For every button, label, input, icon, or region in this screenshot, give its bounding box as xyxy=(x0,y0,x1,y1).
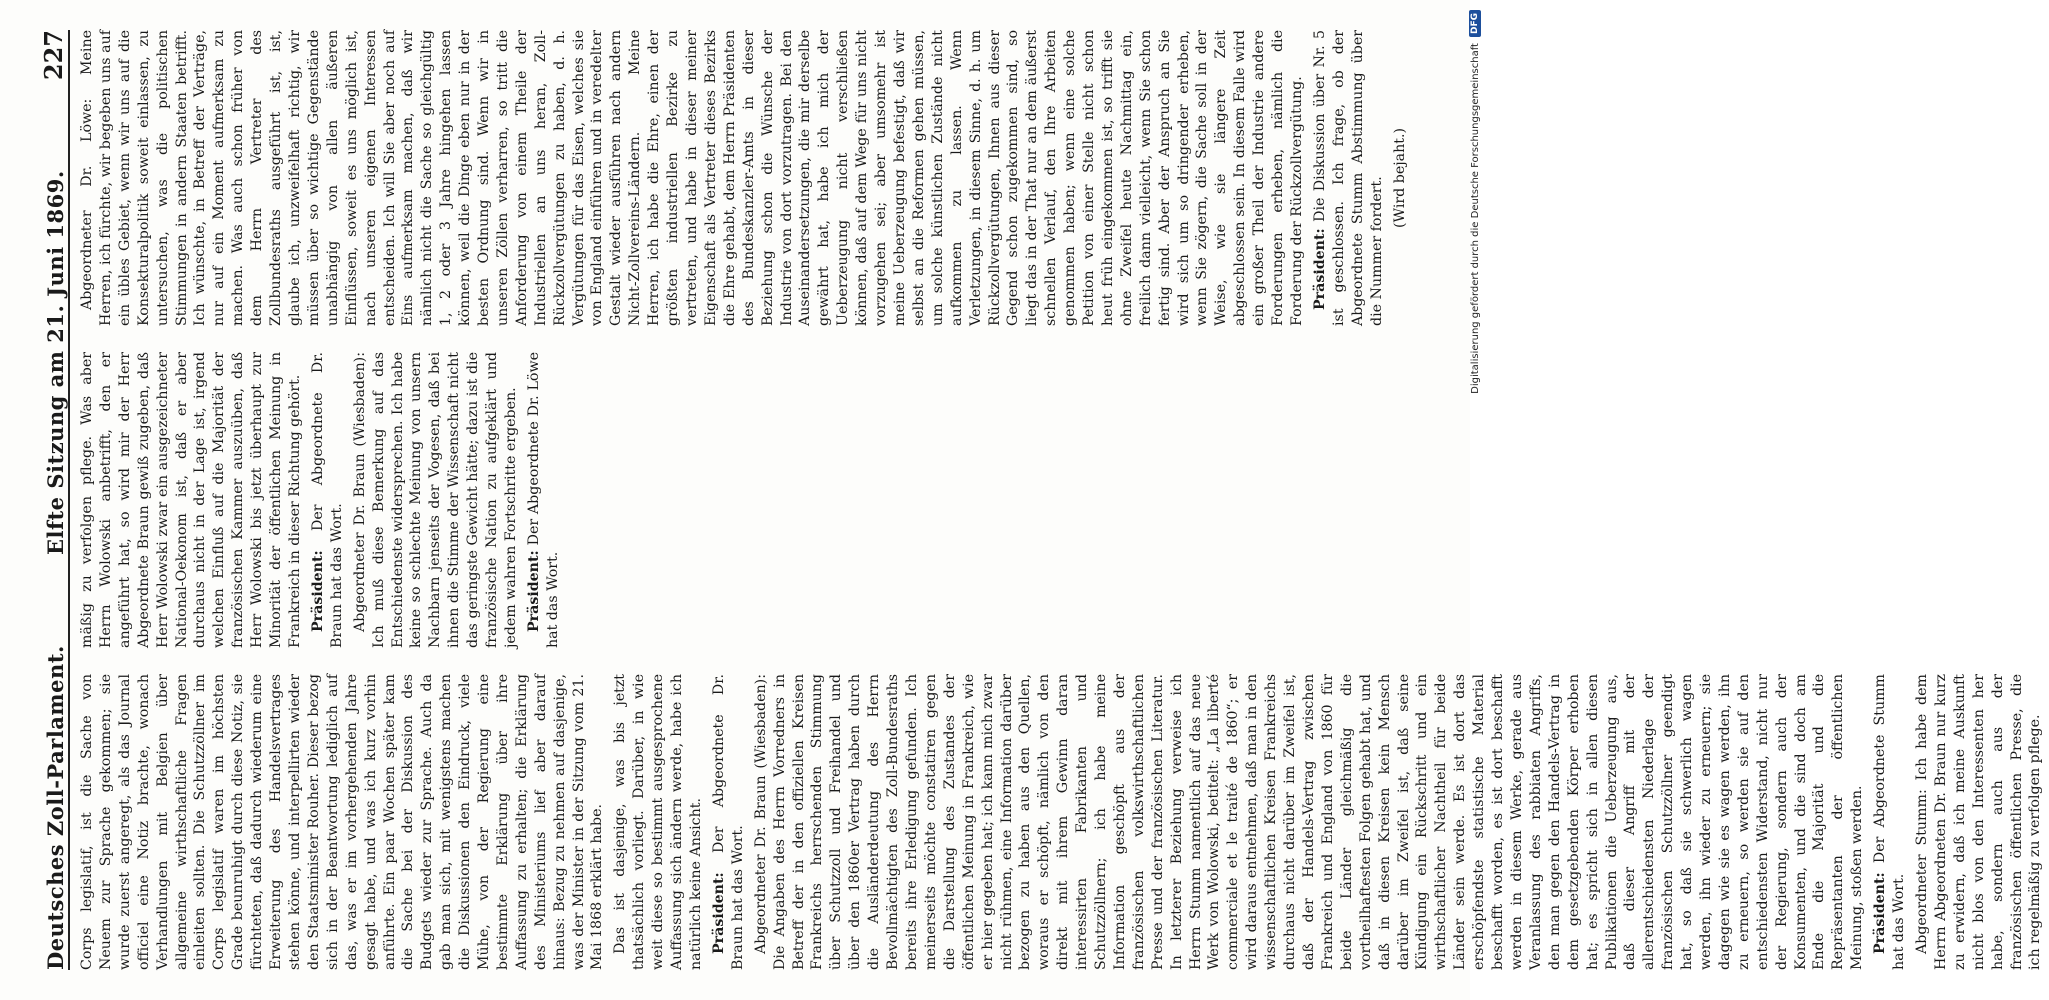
speech-text: Der Abgeordnete Dr. Braun hat das Wort. xyxy=(710,674,746,970)
body-paragraph: Abgeordneter Stumm: Ich habe dem Herrn Abgeordneten Dr. Braun nur kurz zu erwidern, daß ich meine Auskunft nicht blos von den Interessenten her habe, sondern auch aus der französischen öffentlichen Presse, die ich regelmäßig zu verfolgen pflege. xyxy=(1914,674,2044,970)
page-number: 227 xyxy=(39,30,68,81)
speech-paragraph xyxy=(710,674,748,970)
text-column-3 xyxy=(78,30,2049,326)
speech-text: Der Abgeordnete Stumm hat das Wort. xyxy=(1872,674,1908,970)
speech-paragraph xyxy=(1871,674,1909,970)
speaker-label: Präsident: xyxy=(710,872,727,954)
vote-note: (Wird bejaht.) xyxy=(1391,128,1408,228)
digitization-credit xyxy=(1462,0,1488,1000)
body-paragraph: mäßig zu verfolgen pflege. Was aber Herrn Wolowski anbetrifft, den er angeführt hat, so wird mir der Herr Abgeordnete Braun gewiß zugeben, daß Herr Wolowski zwar ein ausgezeichneter National-Oekonom ist, daß er aber durchaus nicht in der Lage ist, irgend welchen Einfluß auf die Majorität der französischen Kammer auszuüben, daß Herr Wolowski bis jetzt überhaupt zur Minorität der öffentlichen Meinung in Frankreich in dieser Richtung gehört. xyxy=(79,352,303,648)
text-column-2 xyxy=(78,352,2049,648)
body-paragraph: Abgeordneter Dr. Löwe: Meine Herren, ich fürchte, wir begeben uns auf ein übles Gebiet, wenn wir uns auf die Konsekturalpolitik soweit einlassen, zu untersuchen, was die politischen Stimmungen in andern Staaten betrifft. Ich wünschte, in Betreff der Verträge, nur auf ein Moment aufmerksam zu machen. Was auch schon früher von dem Herrn Vertreter des Zollbundesraths ausgeführt ist, ist, glaube ich, unzweifelhaft richtig, wir müssen über so wichtige Gegenstände unabhängig von allen äußeren Einflüssen, soweit es uns möglich ist, nach unseren eigenen Interessen entscheiden. Ich will Sie aber noch auf Eins aufmerksam machen, daß wir nämlich nicht die Sache so gleichgültig 1, 2 oder 3 Jahre hingehen lassen können, weil die Dinge eben nur in der besten Ordnung sind. Wenn wir in unseren Zöllen verharren, so tritt die Anforderung von einem Theile der Industriellen an uns heran, Zoll-Rückzollvergütungen zu haben, d. h. Vergütungen für das Eisen, welches sie von England einführen und in veredelter Gestalt wieder ausführen nach andern Nicht-Zollvereins-Ländern. Meine Herren, ich habe die Ehre, einen der größten industriellen Bezirke zu vertreten, und habe in dieser meiner Eigenschaft als Vertreter dieses Bezirks die Ehre gehabt, dem Herrn Präsidenten des Bundeskanzler-Amts in dieser Beziehung schon die Wünsche der Industrie von dort vorzutragen. Bei den Auseinandersetzungen, die mir derselbe gewährt hat, habe ich mich der Ueberzeugung nicht verschließen können, daß auf dem Wege für uns nicht vorzugehen sei; aber umsomehr ist meine Ueberzeugung befestigt, daß wir selbst an die Reformen gehen müssen, um solche künstlichen Zustände nicht aufkommen zu lassen. Wenn Verletzungen, in diesem Sinne, d. h. um Rückzollvergütungen, Ihnen aus dieser Gegend schon zugekommen sind, so liegt das in der That nur an dem äußerst schnellen Verlauf, den Ihre Arbeiten genommen haben; wenn eine solche Petition von einer Stelle nicht schon heut früh eingekommen ist, so trifft sie ohne Zweifel heute Nachmittag ein, freilich dann vielleicht, wenn Sie schon fertig sind. Aber der Anspruch an Sie wird sich um so dringender erheben, wenn Sie zögern, die Sache soll in der Weise, wie sie längere Zeit abgeschlossen sein. In diesem Falle wird ein großer Theil der Industrie andere Forderungen erheben, nämlich die Forderung der Rückzollvergütung. xyxy=(79,30,1305,326)
speaker-label: Präsident: xyxy=(309,550,326,632)
body-paragraph: Das ist dasjenige, was bis jetzt thatsächlich vorliegt. Darüber, in wie weit diese so bestimmt ausgesprochene Auffassung sich ändern werde, habe ich natürlich keine Ansicht. xyxy=(612,674,704,970)
body-paragraph: Abgeordneter Dr. Braun (Wiesbaden): Ich muß diese Bemerkung auf das Entschiedenste widersprechen. Ich habe keine so schlechte Meinung von unsern Nachbarn jenseits der Vogesen, daß bei ihnen die Stimme der Wissenschaft nicht das geringste Gewicht hätte; dazu ist die französische Nation zu aufgeklärt und jedem wahren Fortschritte ergeben. xyxy=(351,352,519,648)
speech-text: Die Diskussion über Nr. 5 ist geschlossen. Ich frage, ob der Abgeordnete Stumm Abstimmung über die Nummer fordert. xyxy=(1311,30,1385,326)
text-column-1 xyxy=(78,674,2049,970)
header-title: Deutsches Zoll-Parlament. xyxy=(43,645,68,970)
header-session: Elfte Sitzung am 21. Juni 1869. xyxy=(43,170,68,556)
credit-text: Digitalisierung gefördert durch die Deutsche Forschungsgemeinschaft xyxy=(1469,43,1481,394)
speech-text: Der Abgeordnete Dr. Braun hat das Wort. xyxy=(309,352,345,648)
body-paragraph: Abgeordneter Dr. Braun (Wiesbaden): Die Angaben des Herrn Vorredners in Betreff der in den offiziellen Kreisen Frankreichs herrschenden Stimmung über Schutzzoll und Freihandel und über den 1860er Vertrag haben durch die Ausländerdeutung des Herrn Bevollmächtigten des Zoll-Bundesraths bereits ihre Erledigung gefunden. Ich meinerseits möchte constatiren gegen die Darstellung des Zustandes der öffentlichen Meinung in Frankreich, wie er hier gegeben hat; ich kann mich zwar nicht rühmen, eine Information darüber bezogen zu haben aus den Quellen, woraus er schöpft, nämlich von den direkt mit ihrem Gewinn daran interessirten Fabrikanten und Schutzzöllnern; ich habe meine Information geschöpft aus der französischen volkswirthschaftlichen Presse und der französischen Literatur. In letzterer Beziehung verweise ich Herrn Stumm namentlich auf das neue Werk von Wolowski, betitelt: „La liberté commerciale et le traité de 1860“; er wird daraus entnehmen, daß man in den wissenschaftlichen Kreisen Frankreichs durchaus nicht darüber im Zweifel ist, daß der Handels-Vertrag zwischen Frankreich und England von 1860 für beide Länder gleichmäßig die vortheilhaftesten Folgen gehabt hat, und daß in diesen Kreisen kein Mensch darüber im Zweifel ist, daß seine Kündigung ein Rückschritt und ein wirthschaftlicher Nachtheil für beide Länder sein werde. Es ist dort das erschöpfendste statistische Material beschafft worden, es ist dort beschafft werden in diesem Werke, gerade aus Veranlassung des rabbiaten Angriffs, den man gegen den Handels-Vertrag in dem gesetzgebenden Körper erhoben hat; es spricht sich in allen diesen Publikationen die Ueberzeugung aus, daß dieser Angriff mit der allerentschiedensten Niederlage der französischen Schutzzöllner geendigt hat, so daß sie schwerlich wagen werden, ihn wieder zu erneuern; sie dagegen wie sie es wagen werden, ihn zu erneuern, so werden sie auf den entschiedensten Widerstand, nicht nur der Regierung, sondern auch der Konsumenten, und die sind doch am Ende die Majorität und die Repräsentanten der öffentlichen Meinung, stoßen werden. xyxy=(752,674,1866,970)
speech-paragraph xyxy=(1311,30,1387,326)
speaker-label: Präsident: xyxy=(1872,872,1889,954)
speech-text: Der Abgeordnete Dr. Löwe hat das Wort. xyxy=(525,352,561,648)
dfg-logo: DFG xyxy=(1469,10,1481,37)
speaker-label: Präsident: xyxy=(525,550,542,632)
body-paragraph: Corps legislatif, ist die Sache von Neuem zur Sprache gekommen; sie wurde zuerst angeregt, als das Journal officiel eine Notiz brachte, wonach Verhandlungen mit Belgien über allgemeine wirthschaftliche Fragen einleiten sollten. Die Schutzzöllner im Corps legislatif waren im höchsten Grade beunruhigt durch diese Notiz, sie fürchteten, daß dadurch wiederum eine Erweiterung des Handelsvertrages stehen könne, und interpellirten wieder den Staatsminister Rouher. Dieser bezog sich in der Beantwortung lediglich auf das, was er im vorhergehenden Jahre gesagt habe, und was ich kurz vorhin anführte. Ein paar Wochen später kam die Sache bei der Diskussion des Budgets wieder zur Sprache. Auch da gab man sich, mit wenigstens machen die Diskussionen den Eindruck, viele Mühe, von der Regierung eine bestimmte Erklärung über ihre Auffassung zu erhalten; die Erklärung des Ministeriums lief aber darauf hinaus: Bezug zu nehmen auf dasjenige, was der Minister in der Sitzung vom 21. Mai 1868 erklärt habe. xyxy=(79,674,606,970)
speaker-label: Präsident: xyxy=(1311,228,1328,310)
page-header xyxy=(28,30,70,970)
speech-paragraph xyxy=(525,352,563,648)
speech-paragraph xyxy=(309,352,347,648)
